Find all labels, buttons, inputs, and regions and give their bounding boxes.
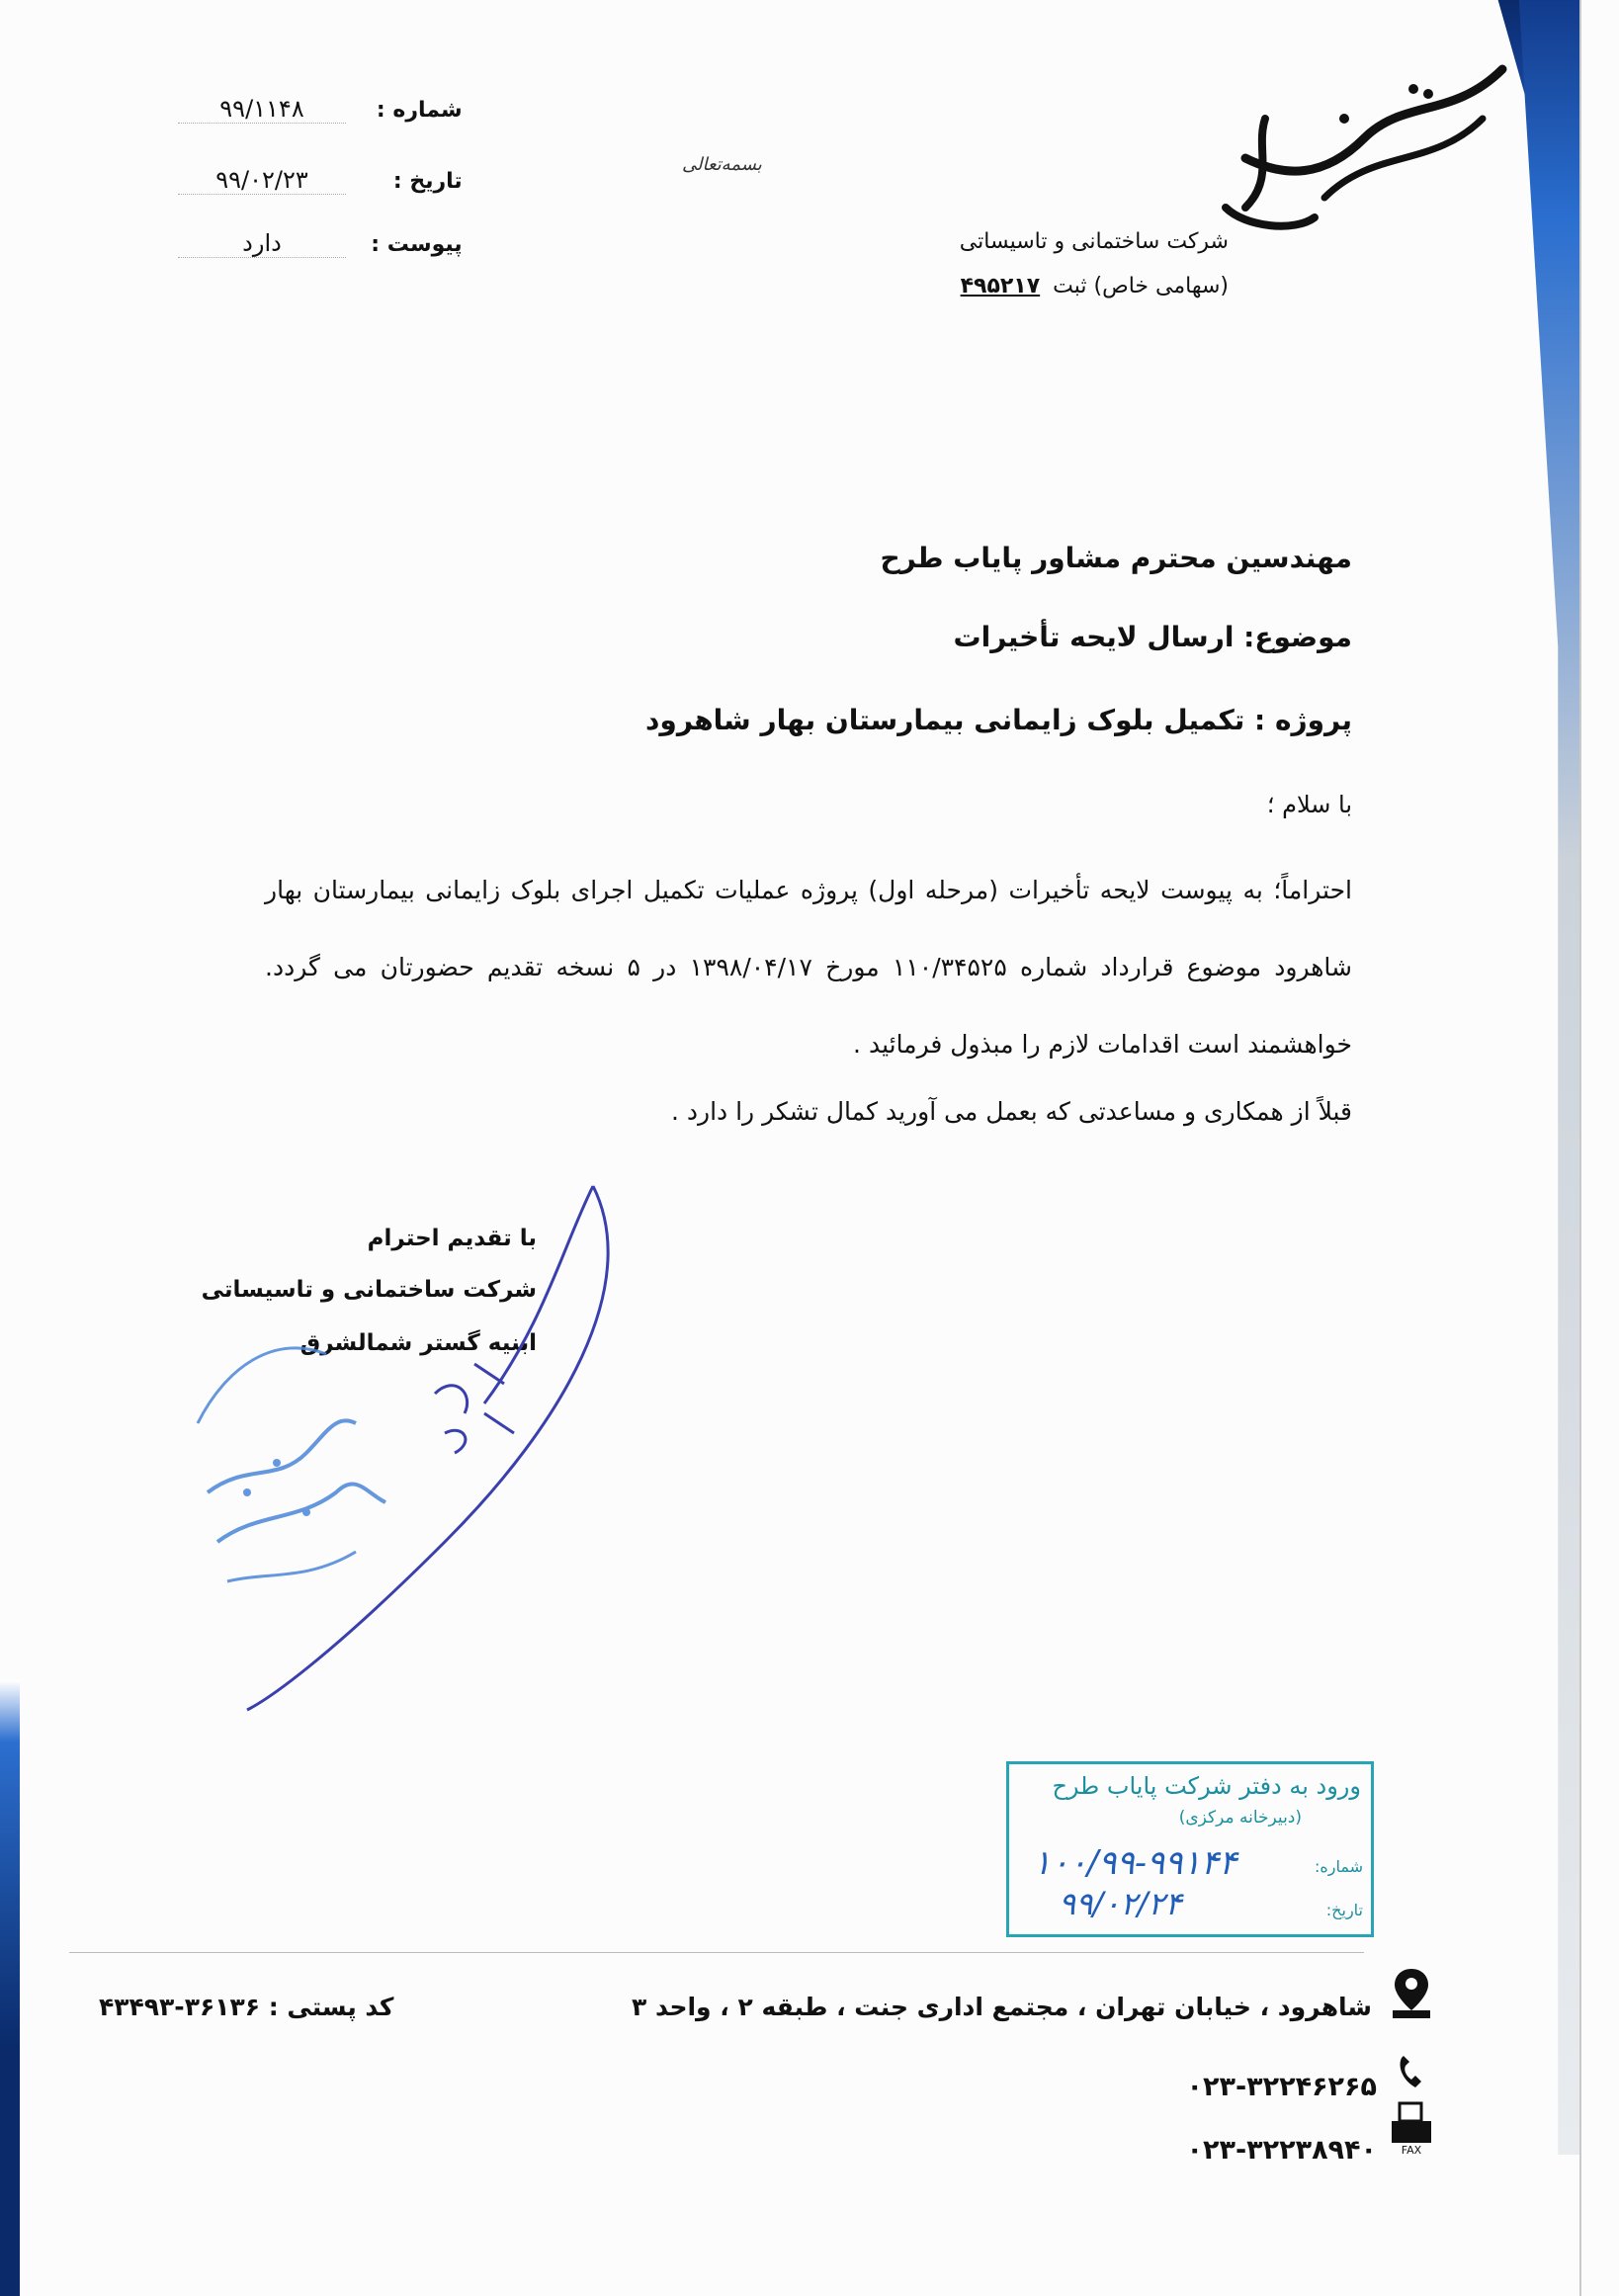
receipt-stamp-title: ورود به دفتر شرکت پایاب طرح [1052, 1772, 1361, 1800]
letter-body: احتراماً؛ به پیوست لایحه تأخیرات (مرحله اول) پروژه عملیات تکمیل اجرای بلوک زایمانی بیمارستان بهار شاهرود موضوع قرارداد شماره ۱۱۰/۳۴۵۲۵ مورخ ۱۳۹۸/۰۴/۱۷ در ۵ نسخه تقدیم حضورتان می گردد. خواهشمند است اقدامات لازم را مبذول فرمائید . [265, 876, 1352, 1059]
signature-and-stamp [188, 1166, 642, 1720]
letter-attachment-label: پیوست : [371, 232, 463, 257]
letter-attachment-row [178, 229, 463, 258]
letter-closing: قبلاً از همکاری و مساعدتی که بعمل می آورید کمال تشکر را دارد . [670, 1097, 1352, 1126]
footer-address: شاهرود ، خیابان تهران ، مجتمع اداری جنت ، طبقه ۲ ، واحد ۳ [632, 1993, 1372, 2021]
page-edge [1579, 0, 1581, 2296]
basmala: بسمه‌تعالی [682, 154, 762, 175]
letter-date-value: ۹۹/۰۲/۲۳ [178, 166, 346, 195]
company-type: (سهامی خاص) ثبت [1053, 274, 1229, 298]
signoff-line-1: با تقدیم احترام [367, 1226, 537, 1251]
letter-number-value: ۹۹/۱۱۴۸ [178, 95, 346, 124]
signoff-line-3: ابنیه گستر شمالشرق [299, 1330, 537, 1356]
letter-date-row [178, 166, 463, 195]
postal-code-value: ۳۶۱۳۶-۴۳۴۹۳ [99, 1993, 260, 2021]
registration-number: ۴۹۵۲۱۷ [960, 274, 1041, 298]
letter-greeting: با سلام ؛ [1266, 791, 1352, 818]
company-logo [1206, 59, 1522, 257]
company-name: شرکت ساختمانی و تاسیساتی [959, 229, 1229, 254]
footer-divider [69, 1952, 1364, 1953]
footer-fax: ۰۲۳-۳۲۲۳۸۹۴۰ [1186, 2135, 1377, 2166]
location-pin-icon [1389, 1965, 1434, 2020]
letter-subject: موضوع: ارسال لایحه تأخیرات [953, 621, 1352, 653]
receipt-stamp [1006, 1761, 1374, 1937]
company-stamp [198, 1348, 385, 1581]
letter-date-label: تاریخ : [392, 169, 463, 194]
postal-code-label: کد پستی : [268, 1993, 394, 2021]
receipt-date-label: تاریخ: [1325, 1901, 1363, 1919]
receipt-number-label: شماره: [1314, 1857, 1363, 1876]
footer-phone: ۰۲۳-۳۲۲۴۶۲۶۵ [1186, 2072, 1377, 2102]
receipt-date-value: ۹۹/۰۲/۲۴ [1059, 1885, 1182, 1922]
phone-icon [1394, 2052, 1429, 2091]
letter-addressee: مهندسین محترم مشاور پایاب طرح [880, 542, 1352, 574]
receipt-number-value: ۱۰۰/۹۹-۹۹۱۴۴ [1033, 1843, 1237, 1883]
letter-number-label: شماره : [376, 98, 463, 123]
letter-number-row [178, 95, 463, 124]
fax-icon [1388, 2101, 1435, 2157]
footer-postal-code [99, 1993, 393, 2021]
decorative-left-band [0, 1680, 20, 2296]
company-registration [961, 274, 1229, 298]
letter-attachment-value: دارد [178, 229, 346, 258]
receipt-stamp-subtitle: (دبیرخانه مرکزی) [1178, 1808, 1302, 1828]
signoff-line-2: شرکت ساختمانی و تاسیساتی [201, 1277, 537, 1303]
letter-project: پروژه : تکمیل بلوک زایمانی بیمارستان بهار شاهرود [645, 704, 1352, 736]
fax-icon-label: FAX [1401, 2144, 1422, 2157]
